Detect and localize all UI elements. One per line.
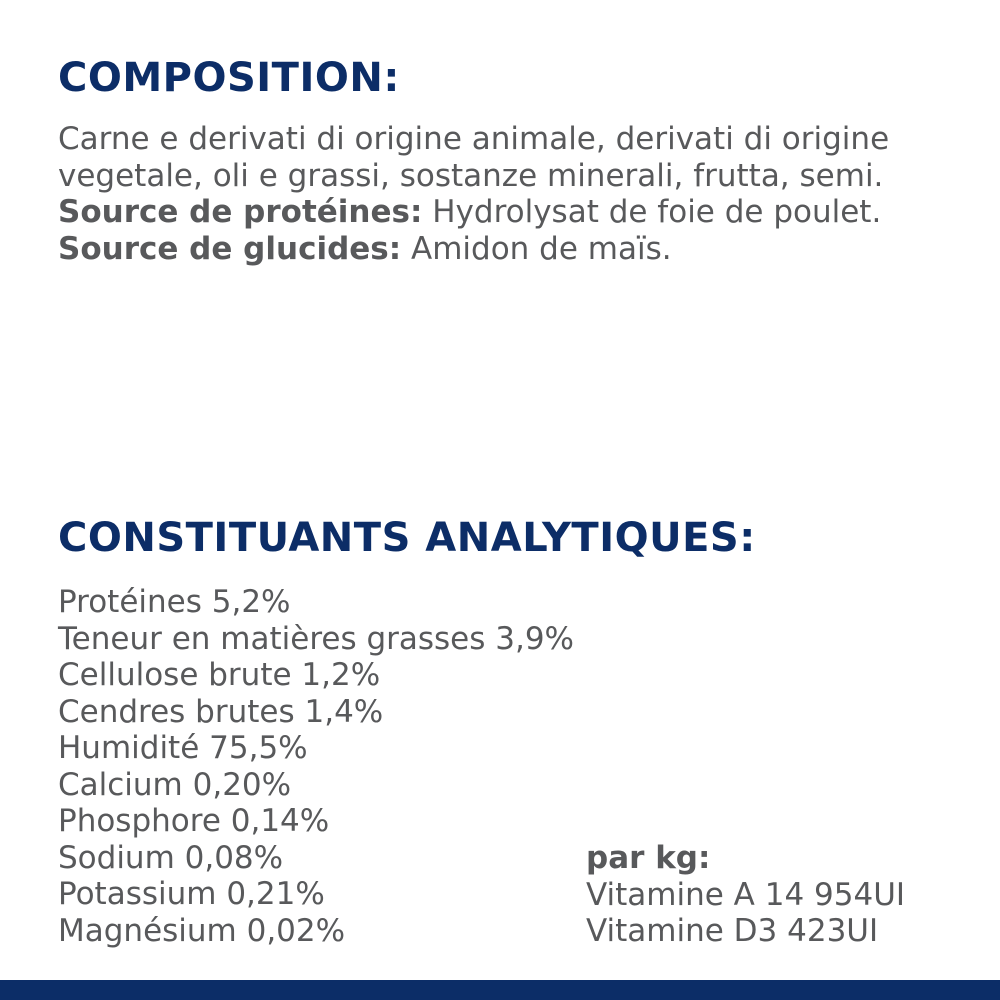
per-kg-section <box>586 840 905 950</box>
bottom-bar <box>0 980 1000 1000</box>
protein-source-value: Hydrolysat de foie de poulet. <box>422 194 882 230</box>
constituent-item: Potassium 0,21% <box>58 876 325 912</box>
constituent-item: Magnésium 0,02% <box>58 912 346 949</box>
constituent-item: Cendres brutes 1,4% <box>58 693 384 730</box>
vitamin-item: Vitamine A 14 954UI <box>586 876 906 913</box>
protein-source-line <box>58 194 958 231</box>
composition-heading: COMPOSITION: <box>58 55 400 101</box>
composition-section <box>58 121 958 267</box>
constituent-item: Teneur en matières grasses 3,9% <box>58 620 575 657</box>
constituent-item: Calcium 0,20% <box>58 766 292 803</box>
constituent-item: Phosphore 0,14% <box>58 803 330 839</box>
protein-source-label: Source de protéines: <box>58 194 423 230</box>
constituents-heading: CONSTITUANTS ANALYTIQUES: <box>58 515 756 561</box>
constituent-item: Protéines 5,2% <box>58 584 291 620</box>
constituent-item: Sodium 0,08% <box>58 839 284 876</box>
carb-source-value: Amidon de maïs. <box>401 230 672 267</box>
constituents-list <box>58 584 574 949</box>
ingredients-text: Carne e derivati di origine animale, derivati di origine vegetale, oli e grassi, sostanze minerali, frutta, semi. <box>58 121 890 194</box>
carb-source-line <box>58 231 958 268</box>
per-kg-label: par kg: <box>586 840 711 876</box>
constituent-item: Humidité 75,5% <box>58 730 308 766</box>
carb-source-label: Source de glucides: <box>58 230 402 267</box>
constituent-item: Cellulose brute 1,2% <box>58 657 381 693</box>
vitamin-item: Vitamine D3 423UI <box>586 913 879 949</box>
